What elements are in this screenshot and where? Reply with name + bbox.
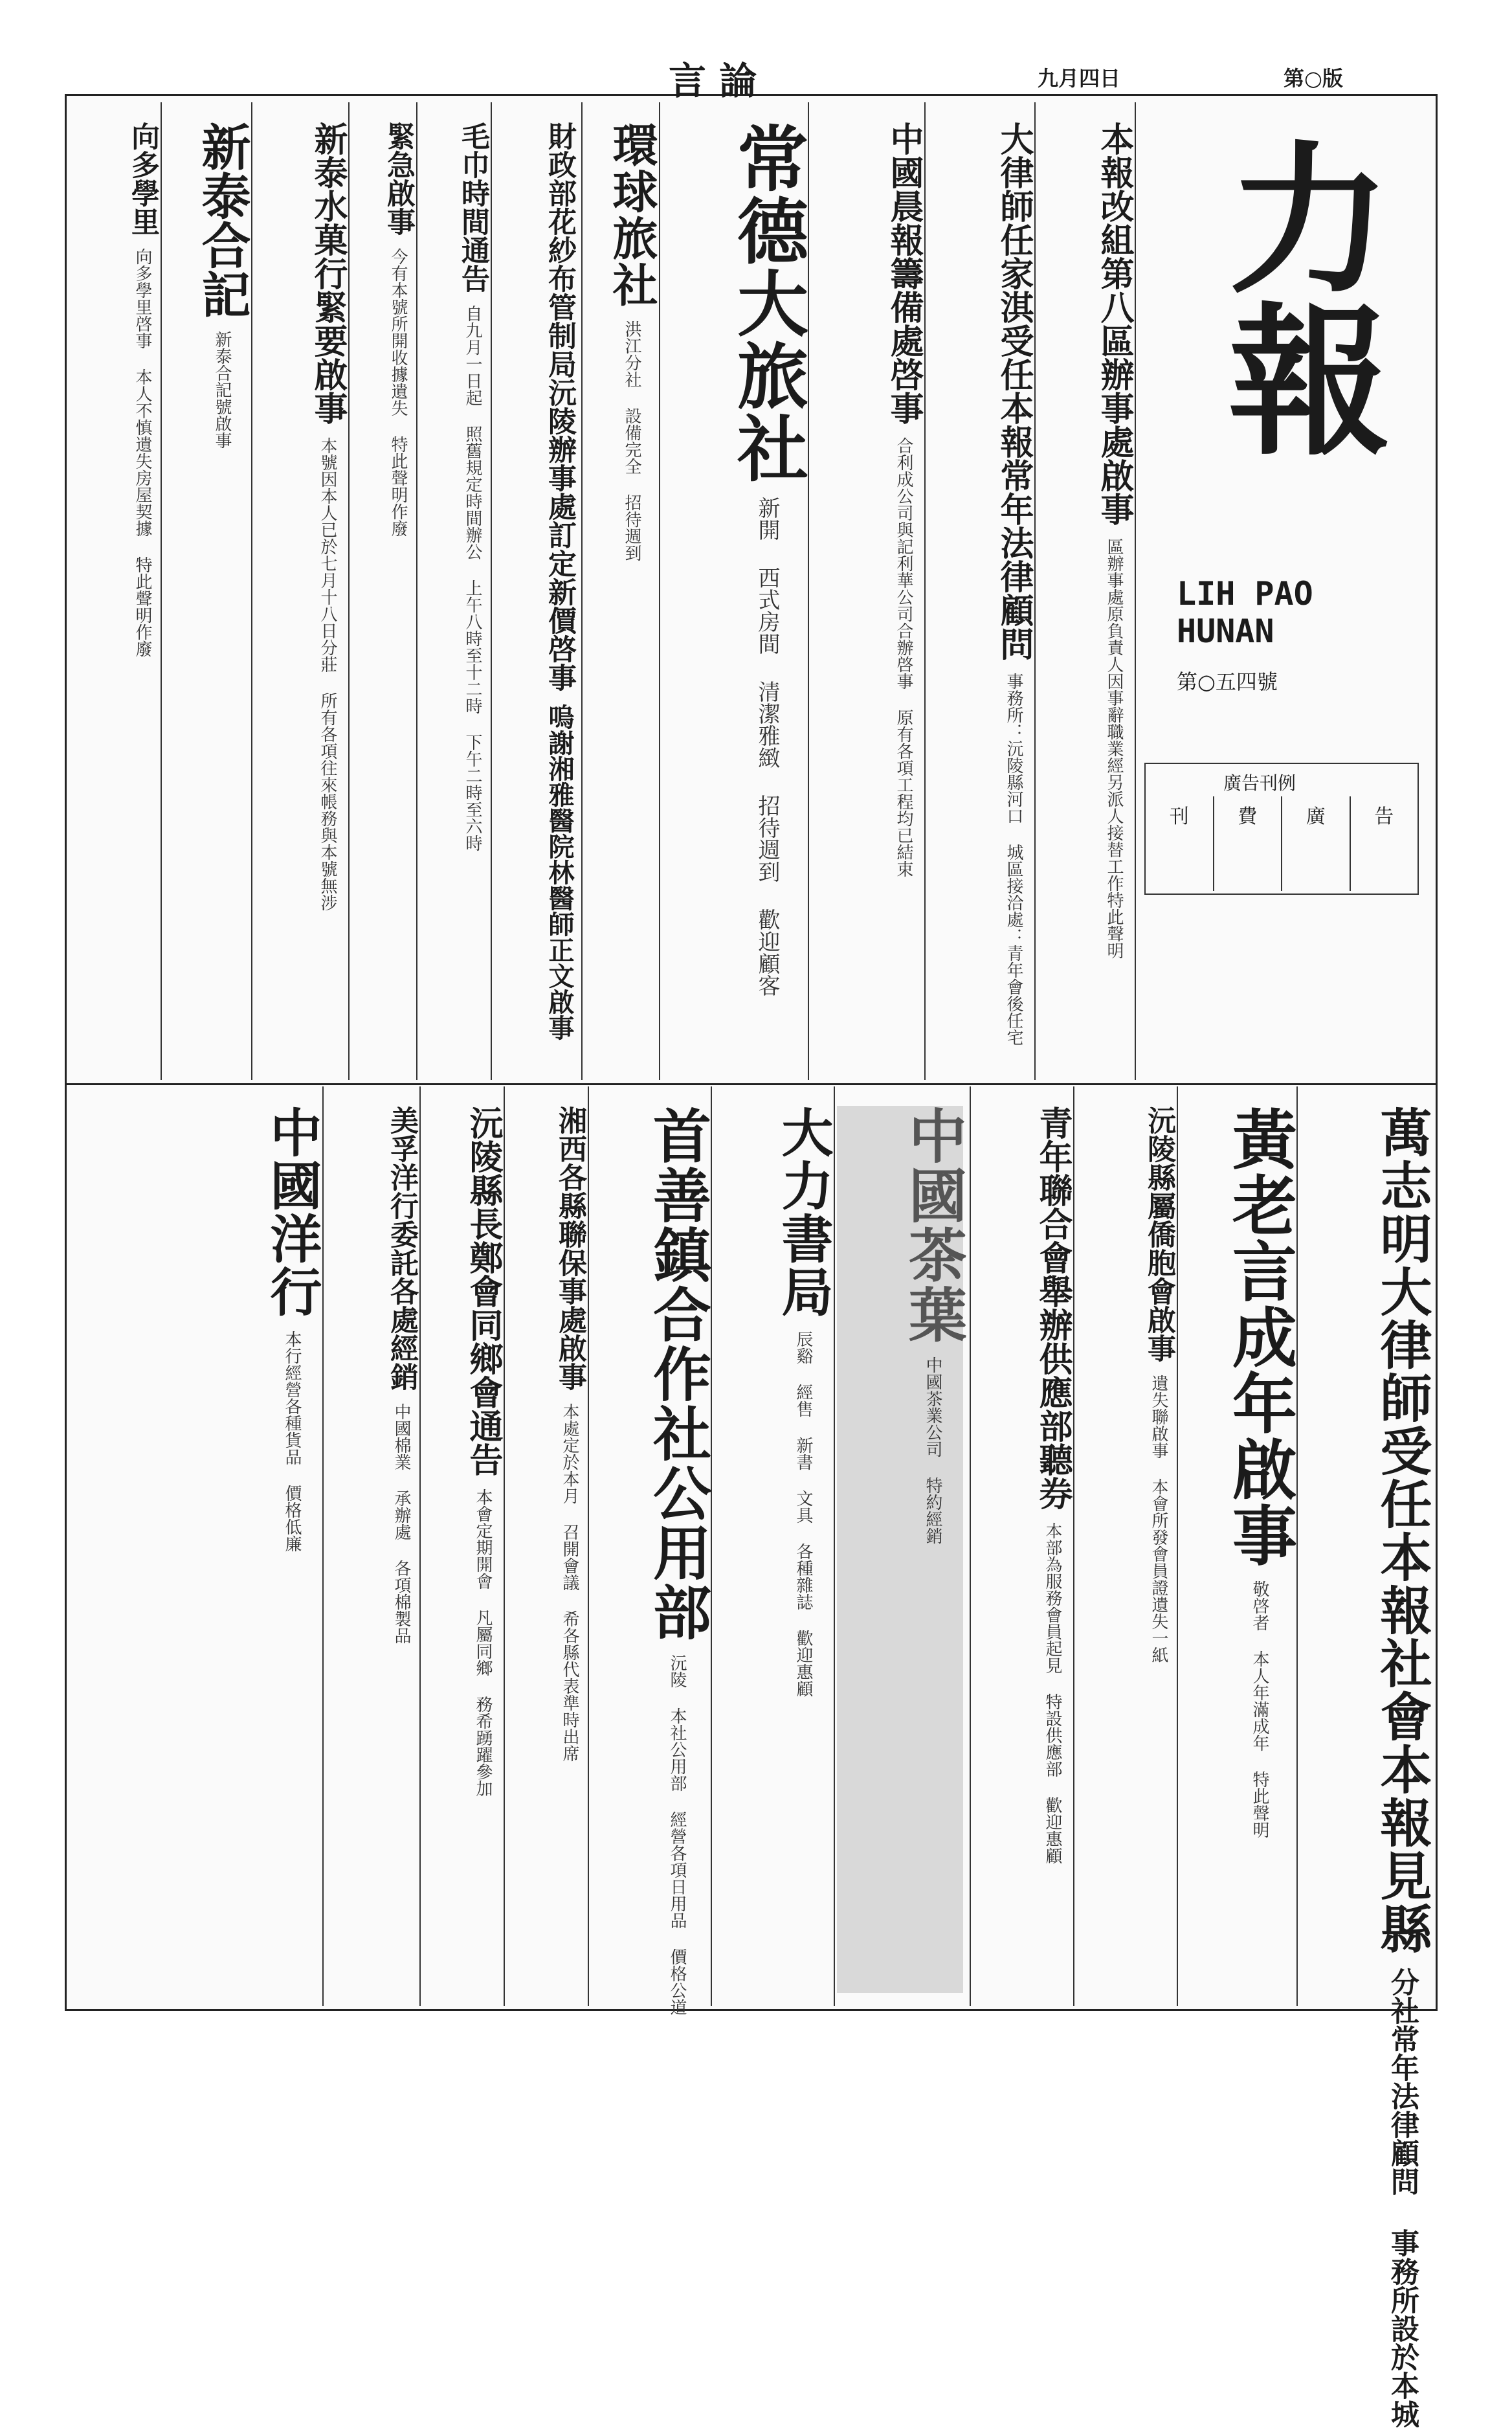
notice-upper-7 xyxy=(419,122,487,1067)
ad-rate-table-header: 刊 xyxy=(1169,805,1189,828)
notice-upper-6 xyxy=(494,122,578,1067)
masthead-romanization xyxy=(1177,575,1313,650)
notice-title: 財政部花紗布管制局沅陵辦事處訂定新價啓事 xyxy=(543,122,576,691)
notice-upper-3 xyxy=(811,122,924,1067)
notice-body: 敬啓者 本人年滿成年 特此聲明 xyxy=(1250,1580,1269,1838)
column-divider xyxy=(1034,102,1036,1080)
notice-body: 新泰合記號啟事 xyxy=(212,331,232,449)
notice-lower-2 xyxy=(1180,1106,1298,1993)
notice-lower-7 xyxy=(591,1106,711,2016)
notice-title: 向多學里 xyxy=(126,122,159,236)
ad-rate-table-header: 費 xyxy=(1238,805,1258,828)
notice-title: 湘西各縣聯保事處啟事 xyxy=(553,1106,586,1391)
notice-body: 本部為服務會員起見 特設供應部 歡迎惠顧 xyxy=(1043,1522,1062,1864)
notice-title: 新泰水菓行緊要啟事 xyxy=(308,122,348,425)
notice-upper-11 xyxy=(80,122,157,1067)
column-divider xyxy=(970,1086,971,2006)
notice-title: 中國晨報籌備處啓事 xyxy=(884,122,924,425)
notice-title: 黃老言成年啟事 xyxy=(1221,1106,1298,1568)
notice-lower-8 xyxy=(507,1106,584,1993)
notice-title: 大律師任家淇受任本報常年法律顧問 xyxy=(994,122,1034,660)
notice-body: 嗚謝湘雅醫院林醫師正文啟事 xyxy=(544,704,575,1040)
notice-title: 大力書局 xyxy=(773,1106,834,1318)
notice-body: 自九月一日起 照舊規定時間辦公 上午八時至十二時 下午二時至六時 xyxy=(463,305,482,851)
header-center-title: 言 論 xyxy=(669,59,757,103)
header-date: 九月四日 xyxy=(1038,66,1121,91)
notice-upper-4 xyxy=(662,122,809,1067)
notice-lower-3 xyxy=(1076,1106,1173,1993)
ad-rate-table-grid xyxy=(1146,796,1418,891)
masthead-title: 力報 xyxy=(1201,135,1392,458)
notice-lower-9 xyxy=(423,1106,503,1993)
ad-rate-table-header: 告 xyxy=(1374,805,1394,828)
notice-upper-5 xyxy=(584,122,659,1067)
column-divider xyxy=(322,1086,324,2006)
notice-body: 中國棉業 承辦處 各項棉製品 xyxy=(392,1403,411,1644)
notice-body: 向多學里啓事 本人不慎遺失房屋契據 特此聲明作廢 xyxy=(133,248,152,657)
column-divider xyxy=(504,1086,505,2006)
notice-body: 今有本號所開收據遺失 特此聲明作廢 xyxy=(388,248,408,537)
notice-title: 常德大旅社 xyxy=(726,122,809,484)
ad-rate-table-cell xyxy=(1146,796,1214,891)
notice-body: 洪江分社 設備完全 招待週到 xyxy=(622,320,641,561)
masthead-box xyxy=(1138,109,1423,905)
notice-lower-4 xyxy=(973,1106,1073,1993)
newspaper-page xyxy=(65,59,1438,2428)
notice-title: 沅陵縣長鄭會同鄉會通告 xyxy=(463,1106,503,1476)
column-divider xyxy=(581,102,583,1080)
masthead-romanization-line2: HUNAN xyxy=(1177,613,1274,650)
notice-body: 本會定期開會 凡屬同鄉 務希踴躍參加 xyxy=(473,1489,493,1797)
column-divider xyxy=(1135,102,1136,1080)
column-divider xyxy=(834,1086,835,2006)
notice-body: 區辦事處原負責人因事辭職業經另派人接替工作特此聲明 xyxy=(1104,538,1124,959)
notice-body: 中國茶業公司 特約經銷 xyxy=(923,1356,942,1544)
notice-title: 青年聯合會舉辦供應部聽券 xyxy=(1033,1106,1073,1510)
column-divider xyxy=(1073,1086,1074,2006)
notice-title: 中國洋行 xyxy=(261,1106,322,1318)
notice-title: 首善鎮合作社公用部 xyxy=(643,1106,711,1642)
notice-title: 美孚洋行委託各處經銷 xyxy=(385,1106,418,1391)
notice-title: 新泰合記 xyxy=(194,122,251,319)
notice-title: 沅陵縣屬僑胞會啟事 xyxy=(1142,1106,1175,1362)
column-divider xyxy=(1177,1086,1178,2006)
notice-body: 新開 西式房間 清潔雅緻 招待週到 歡迎顧客 xyxy=(754,497,780,996)
masthead-romanization-line1: LIH PAO xyxy=(1177,575,1313,613)
notice-body: 辰谿 經售 新書 文具 各種雜誌 歡迎惠顧 xyxy=(794,1331,813,1697)
column-divider xyxy=(348,102,350,1080)
notice-title: 環球旅社 xyxy=(605,122,659,308)
section-divider xyxy=(67,1083,1436,1085)
notice-title: 中國茶葉 xyxy=(898,1106,967,1344)
notice-lower-6 xyxy=(714,1106,834,1993)
column-divider xyxy=(251,102,252,1080)
column-divider xyxy=(659,102,660,1080)
notice-body: 沅陵 本社公用部 經營各項日用品 價格公道 xyxy=(667,1654,687,2016)
notice-upper-10 xyxy=(164,122,251,1067)
notice-body: 合利成公司與記利華公司合辦啓事 原有各項工程均已結束 xyxy=(894,437,913,877)
column-divider xyxy=(161,102,162,1080)
ad-rate-table-cell xyxy=(1351,796,1418,891)
ad-rate-table xyxy=(1144,763,1419,895)
masthead-issue-number: 第○五四號 xyxy=(1177,669,1278,694)
notice-body: 分社常年法律顧問 事務所設於本城 xyxy=(1386,1968,1419,2428)
column-divider xyxy=(491,102,492,1080)
notice-lower-11 xyxy=(80,1106,322,1993)
notice-title: 本報改組第八區辦事處啟事 xyxy=(1095,122,1134,526)
column-divider xyxy=(416,102,417,1080)
column-divider xyxy=(419,1086,421,2006)
notice-upper-9 xyxy=(254,122,348,1067)
notice-body: 本行經營各種貨品 價格低廉 xyxy=(282,1331,302,1552)
column-divider xyxy=(588,1086,589,2006)
notice-title: 毛巾時間通告 xyxy=(456,122,489,293)
notice-lower-10 xyxy=(326,1106,416,1993)
notice-upper-2 xyxy=(928,122,1034,1067)
notice-title: 萬志明大律師受任本報社會本報見縣 xyxy=(1372,1106,1432,1955)
ad-rate-table-label: 廣告刊例 xyxy=(1223,772,1296,794)
notice-body: 本處定於本月 召開會議 希各縣代表準時出席 xyxy=(560,1403,579,1762)
notice-upper-8 xyxy=(351,122,413,1067)
notice-body: 事務所：沅陵縣河口 城區接洽處：青年會後任宅 xyxy=(1004,673,1023,1046)
header-page-number: 第○版 xyxy=(1284,66,1343,91)
notice-lower-5 xyxy=(837,1106,967,1993)
ad-rate-table-cell xyxy=(1214,796,1283,891)
notice-lower-1 xyxy=(1300,1106,1432,2428)
notice-body: 遺失聯啟事 本會所發會員證遺失一紙 xyxy=(1149,1375,1168,1663)
ad-rate-table-header: 廣 xyxy=(1306,805,1326,828)
ad-rate-table-cell xyxy=(1282,796,1351,891)
column-divider xyxy=(924,102,926,1080)
notice-body: 本號因本人已於七月十八日分莊 所有各項往來帳務與本號無涉 xyxy=(318,437,337,911)
notice-upper-1 xyxy=(1038,122,1134,1067)
notice-title: 緊急啟事 xyxy=(382,122,415,236)
